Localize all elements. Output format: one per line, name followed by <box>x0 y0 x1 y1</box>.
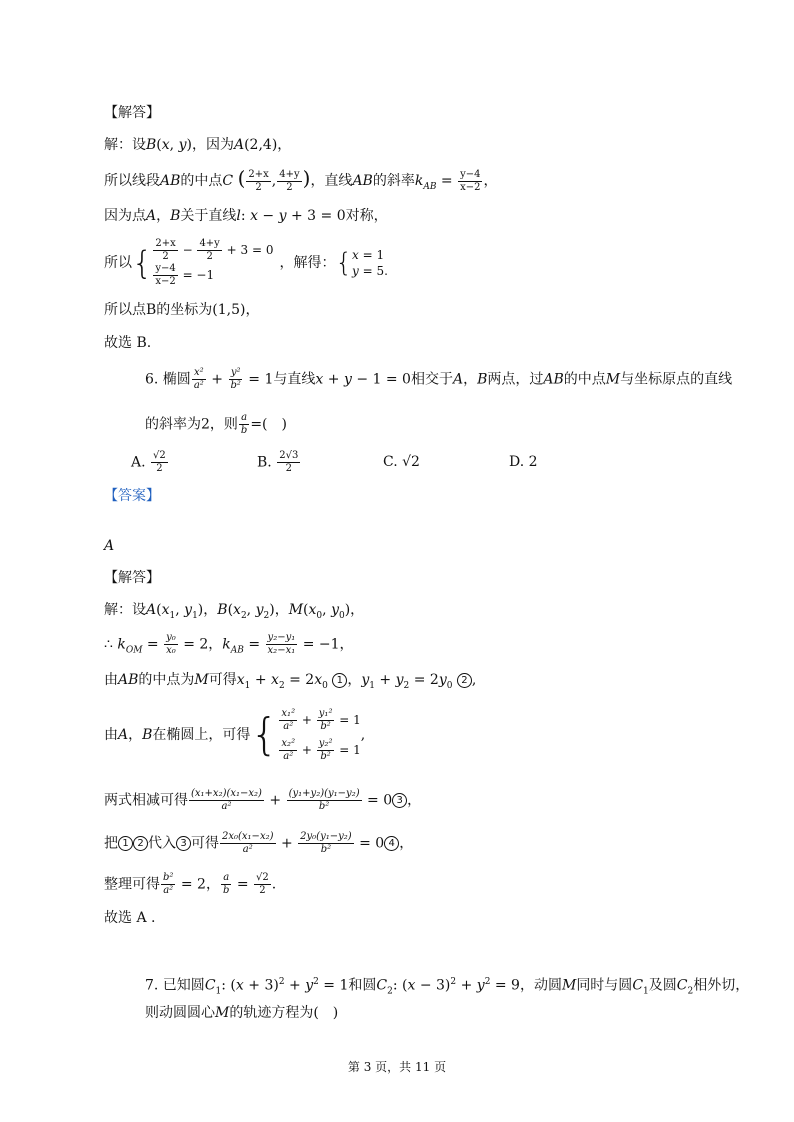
question-6-line-1: 6. 椭圆 $\frac{\text{x²}}{\text{a²}}$ + $\frac{\text{y²}}{\text{b²}}$ = 1与直线x + y − 1 = 0相交于A，B两点，过AB的中点M与坐标原点的直线 <box>145 367 733 391</box>
solution2-line-3: 由AB的中点为M可得$x_1 + x_2 = 2x_0$ 1 ，$y_1 + y_2 = 2y_0$ 2 , <box>104 672 477 691</box>
solution2-line-4-system: 由A，B在椭圆上，可得{ $\frac{\text{x₁²}}{\text{a²}}$ + $\frac{\text{y₁²}}{\text{b²}}$ = 1 $\frac{\text{x₂²}}{\text{a²}}$ + $\frac{\text{y₂²}}{\text{b²}}$ = 1 , <box>104 708 366 762</box>
question-7-line-2: 则动圆圆心M的轨迹方程为( ) <box>145 1005 339 1021</box>
heading-daan: 【答案】 <box>104 488 160 504</box>
option-c: C. √2 <box>383 454 420 470</box>
solution-line-5: 所以点B的坐标为(1,5)， <box>104 302 260 318</box>
solution-line-2: 所以线段AB的中点C ( $\frac{2+x}{2}$ , $\frac{4+y}{2}$ )，直线AB的斜率$k_{AB}$ = $\frac{y-4}{x-2}$ ， <box>104 166 498 193</box>
solution2-line-7: 整理可得 $\frac{\text{b²}}{\text{a²}}$ = 2， $\frac{a}{b}$ = $\frac{√2}{2}$ . <box>104 872 277 896</box>
question-7-line-1: 7. 已知圆$C_1$: $(x + 3)^2 + y^2 = 1$和圆$C_2$: $(x - 3)^2 + y^2 = 9$，动圆M同时与圆$C_1$及圆$C_2$相外切， <box>145 977 750 997</box>
heading-jieda-1: 【解答】 <box>104 105 160 121</box>
solution2-line-6: 把 1 2 代入 3 可得 $\frac{\text{2x₀(x₁−x₂)}}{\text{a²}}$ + $\frac{\text{2y₀(y₁−y₂)}}{\text{b²}}$ = 0 4 ， <box>104 831 414 855</box>
option-b: B. $\frac{2√3}{2}$ <box>257 450 299 474</box>
solution2-line-1: 解：设$A(x_1$, $y_1$)，$B(x_2$, $y_2$)，$M(x_0$, $y_0$)， <box>104 602 365 621</box>
solution-line-3: 因为点A，B关于直线l: x − y + 3 = 0对称， <box>104 208 388 224</box>
page-footer: 第 3 页，共 11 页 <box>347 1060 447 1074</box>
solution-line-1: 解：设B(x, y)，因为A(2,4)， <box>104 137 292 153</box>
solution2-line-8: 故选 A . <box>104 910 156 926</box>
solution-line-4-system: 所以{ $\frac{2+x}{2}$ − $\frac{4+y}{2}$ + 3 = 0 $\frac{y-4}{x-2}$ = −1 ，解得：{ x = 1 y = 5. <box>104 238 388 287</box>
solution-line-6: 故选 B. <box>104 335 152 351</box>
answer-value: A <box>104 538 115 554</box>
question-6-line-2: 的斜率为2，则 $\frac{a}{b}$ =( ) <box>145 412 287 436</box>
solution2-line-2: ∴ $k_{OM}$ = $\frac{\text{y₀}}{\text{x₀}}$ = 2，$k_{AB}$ = $\frac{\text{y₂−y₁}}{\text{x₂−x₁}}$ = −1， <box>104 632 354 656</box>
heading-jieda-2: 【解答】 <box>104 570 160 586</box>
option-d: D. 2 <box>509 454 538 470</box>
option-a: A. $\frac{√2}{2}$ <box>131 450 166 474</box>
solution2-line-5: 两式相减可得 $\frac{\text{(x₁+x₂)(x₁−x₂)}}{\text{a²}}$ + $\frac{\text{(y₁+y₂)(y₁−y₂)}}{\text{b²}}$ = 0 3 ， <box>104 788 422 812</box>
